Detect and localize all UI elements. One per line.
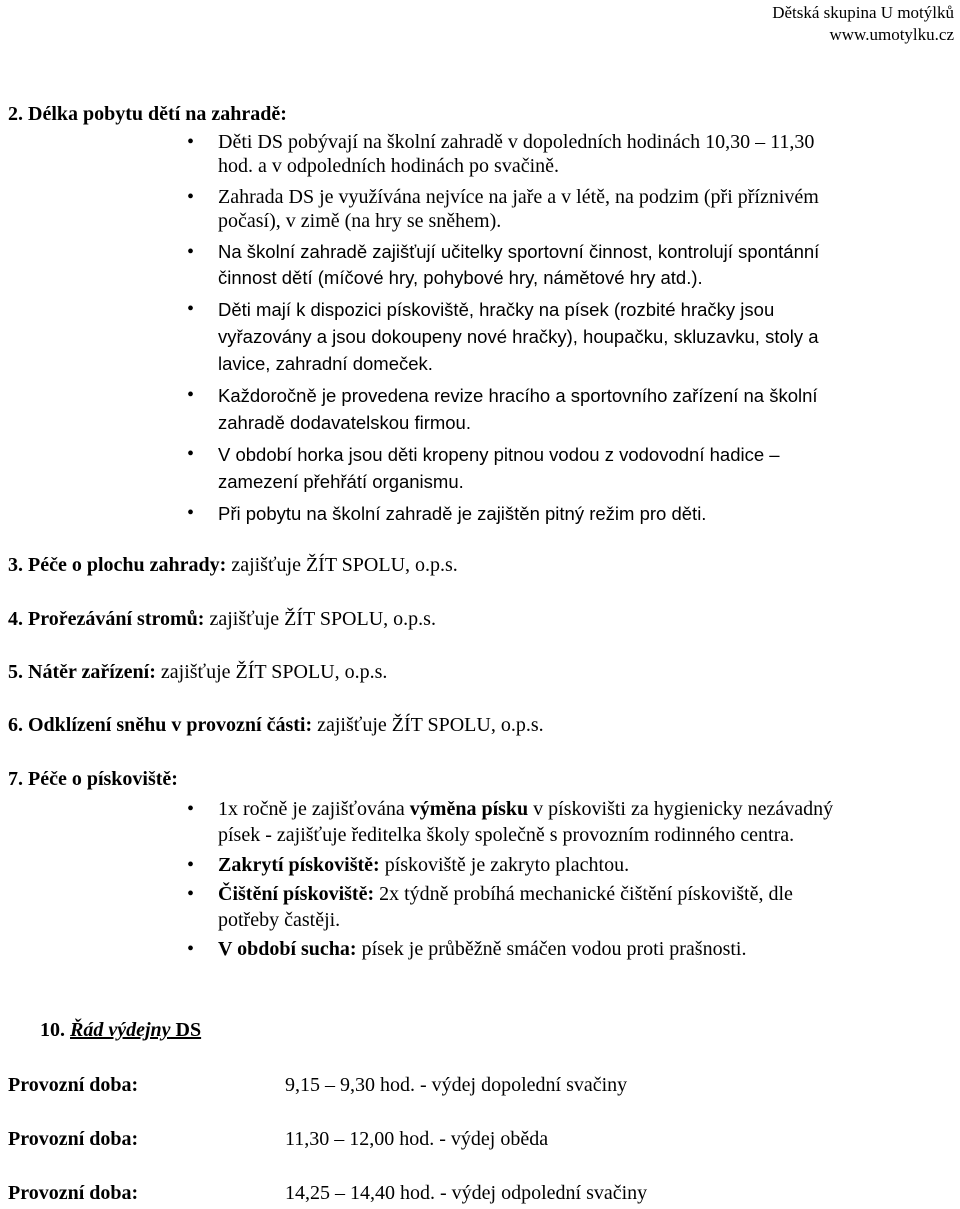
list-item: • Zakrytí pískoviště: pískoviště je zakryto plachtou. [187, 854, 630, 876]
bullet-icon: • [187, 131, 195, 153]
list-item: • Děti DS pobývají na školní zahradě v dopoledních hodinách 10,30 – 11,30 hod. a v odpoledních hodinách po svačině. [187, 131, 815, 177]
section-5: 5. Nátěr zařízení: zajišťuje ŽÍT SPOLU, o.p.s. [8, 661, 388, 683]
header-title: Dětská skupina U motýlků [772, 3, 954, 22]
bullet-icon: • [187, 502, 195, 524]
list-item: • Každoročně je provedena revize hracího a sportovního zařízení na školní zahradě dodavatelskou firmou. [187, 384, 818, 433]
schedule-value: 9,15 – 9,30 hod. - výdej dopolední svačiny [285, 1074, 628, 1096]
bullet-icon: • [187, 854, 195, 876]
bullet-icon: • [187, 384, 195, 406]
bullet-icon: • [187, 883, 195, 905]
section-2-title: 2. Délka pobytu dětí na zahradě: [8, 103, 287, 125]
section-6: 6. Odklízení sněhu v provozní části: zajišťuje ŽÍT SPOLU, o.p.s. [8, 714, 544, 736]
section-7-title: 7. Péče o pískoviště: [8, 768, 178, 790]
section-7-list [187, 796, 938, 962]
bullet-icon: • [187, 798, 195, 820]
schedule-label: Provozní doba: [8, 1128, 139, 1150]
bullet-icon: • [187, 443, 195, 465]
list-item: • Na školní zahradě zajišťují učitelky sportovní činnost, kontrolují spontánní činnost dětí (míčové hry, pohybové hry, námětové hry atd.). [187, 241, 820, 288]
bullet-icon: • [187, 186, 195, 208]
list-item: • V období sucha: písek je průběžně smáčen vodou proti prašnosti. [187, 938, 747, 960]
header-url: www.umotylku.cz [829, 25, 954, 44]
schedule-value: 11,30 – 12,00 hod. - výdej oběda [285, 1128, 549, 1150]
bullet-icon: • [187, 298, 195, 320]
section-2-list [187, 130, 938, 527]
list-item: • 1x ročně je zajišťována výměna písku v pískovišti za hygienicky nezávadný písek - zajišťuje ředitelka školy společně s provozním rodinného centra. [187, 798, 834, 846]
schedule-value: 14,25 – 14,40 hod. - výdej odpolední svačiny [285, 1182, 648, 1204]
list-item: • Čištění pískoviště: 2x týdně probíhá mechanické čištění pískoviště, dle potřeby častěji. [187, 883, 793, 931]
schedule-label: Provozní doba: [8, 1182, 139, 1204]
list-item: • Při pobytu na školní zahradě je zajištěn pitný režim pro děti. [218, 500, 938, 527]
section-10-title: 10. Řád výdejny DS [40, 1019, 202, 1041]
schedule-row [8, 1127, 548, 1151]
schedule-row [8, 1073, 627, 1097]
section-4: 4. Prořezávání stromů: zajišťuje ŽÍT SPOLU, o.p.s. [8, 608, 436, 630]
list-item: • V období horka jsou děti kropeny pitnou vodou z vodovodní hadice – zamezení přehřátí organismu. [187, 443, 780, 492]
list-item: • Zahrada DS je využívána nejvíce na jaře a v létě, na podzim (při příznivém počasí), v zimě (na hry se sněhem). [187, 186, 819, 232]
list-item: • Děti mají k dispozici pískoviště, hračky na písek (rozbité hračky jsou vyřazovány a jsou dokoupeny nové hračky), houpačku, skluzavku, stoly a lavice, zahradní domeček. [187, 298, 819, 374]
schedule-label: Provozní doba: [8, 1074, 139, 1096]
page-header [772, 2, 954, 46]
section-3: 3. Péče o plochu zahrady: zajišťuje ŽÍT SPOLU, o.p.s. [8, 554, 458, 576]
bullet-icon: • [187, 241, 195, 263]
bullet-icon: • [187, 938, 195, 960]
schedule-row [8, 1181, 647, 1205]
